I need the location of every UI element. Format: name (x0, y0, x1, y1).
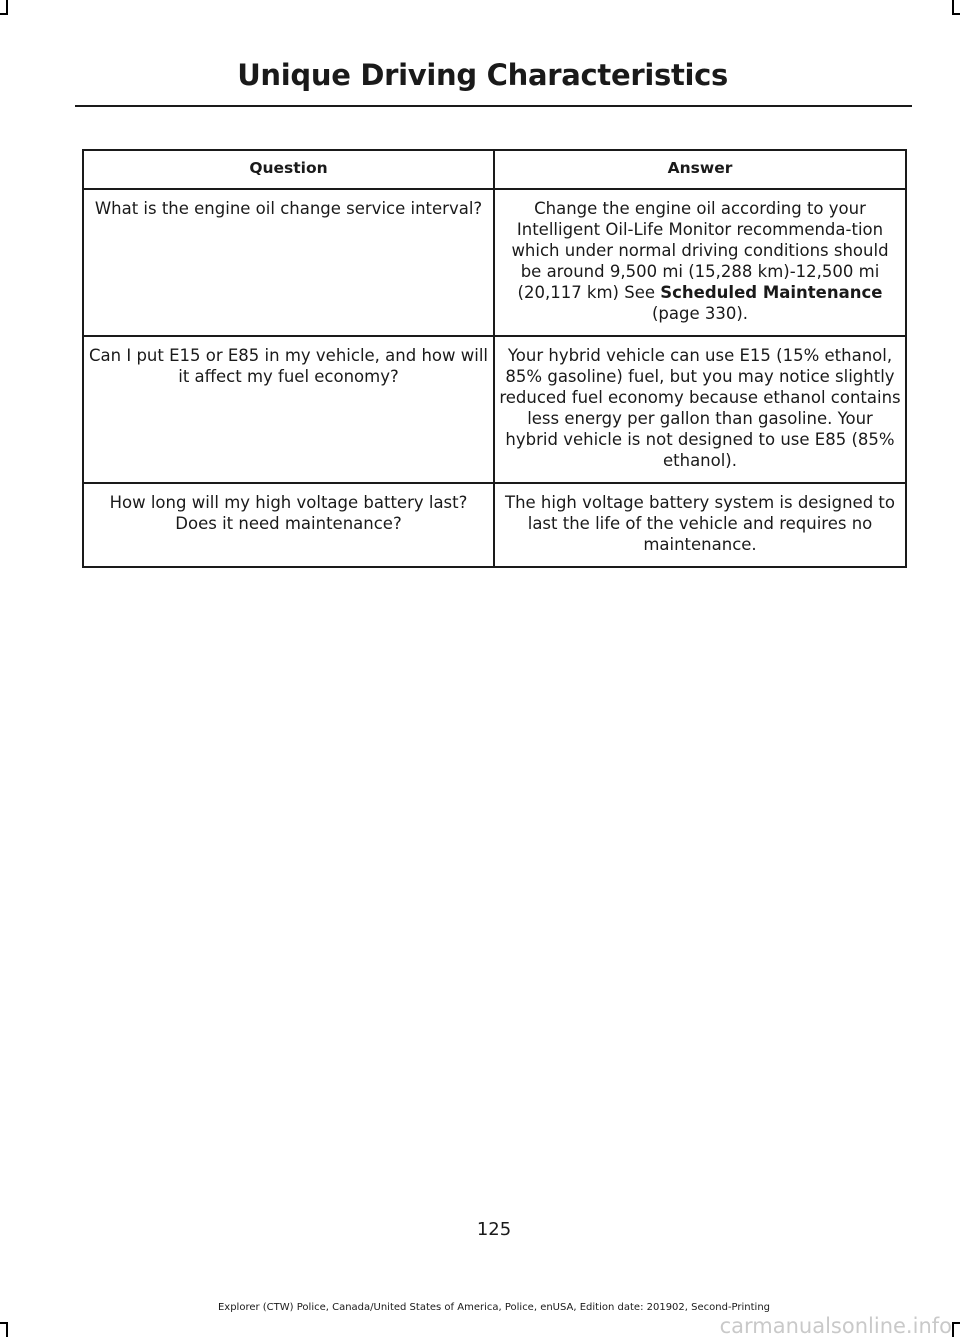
watermark: carmanualsonline.info (719, 1314, 952, 1338)
crop-mark (6, 0, 8, 13)
answer-cell: The high voltage battery system is designed to last the life of the vehicle and requires no maintenance. (494, 483, 906, 567)
column-header-question: Question (83, 150, 494, 189)
crop-mark (6, 1324, 8, 1337)
crop-mark (952, 0, 954, 13)
cross-reference-link[interactable]: Scheduled Maintenance (660, 283, 883, 302)
table-row (83, 189, 906, 336)
table-row (83, 483, 906, 567)
answer-cell: Your hybrid vehicle can use E15 (15% ethanol, 85% gasoline) fuel, but you may notice slightly reduced fuel economy because ethanol contains less energy per gallon than gasoline. Your hybrid vehicle is not designed to use E85 (85% ethanol). (494, 336, 906, 483)
crop-mark (952, 1322, 960, 1324)
table-row (83, 336, 906, 483)
edition-footer: Explorer (CTW) Police, Canada/United States of America, Police, enUSA, Edition date: 201902, Second-Printing (217, 1302, 771, 1313)
answer-cell (494, 189, 906, 336)
page-title: Unique Driving Characteristics (237, 58, 728, 92)
faq-table (82, 149, 907, 568)
title-divider (75, 105, 912, 107)
page-number: 125 (476, 1219, 512, 1240)
question-cell: What is the engine oil change service interval? (83, 189, 494, 336)
question-cell: How long will my high voltage battery last? Does it need maintenance? (83, 483, 494, 567)
answer-text: Change the engine oil according to your Intelligent Oil-Life Monitor recommenda-tion which under normal driving conditions should be around 9,500 mi (15,288 km)-12,500 mi (20,117 km) See (511, 199, 889, 302)
crop-mark (952, 13, 960, 15)
crop-mark (0, 13, 8, 15)
crop-mark (0, 1322, 8, 1324)
column-header-answer: Answer (494, 150, 906, 189)
question-cell: Can I put E15 or E85 in my vehicle, and how will it affect my fuel economy? (83, 336, 494, 483)
page-reference: (page 330). (651, 304, 749, 323)
crop-mark (952, 1324, 954, 1337)
table-header-row (83, 150, 906, 189)
